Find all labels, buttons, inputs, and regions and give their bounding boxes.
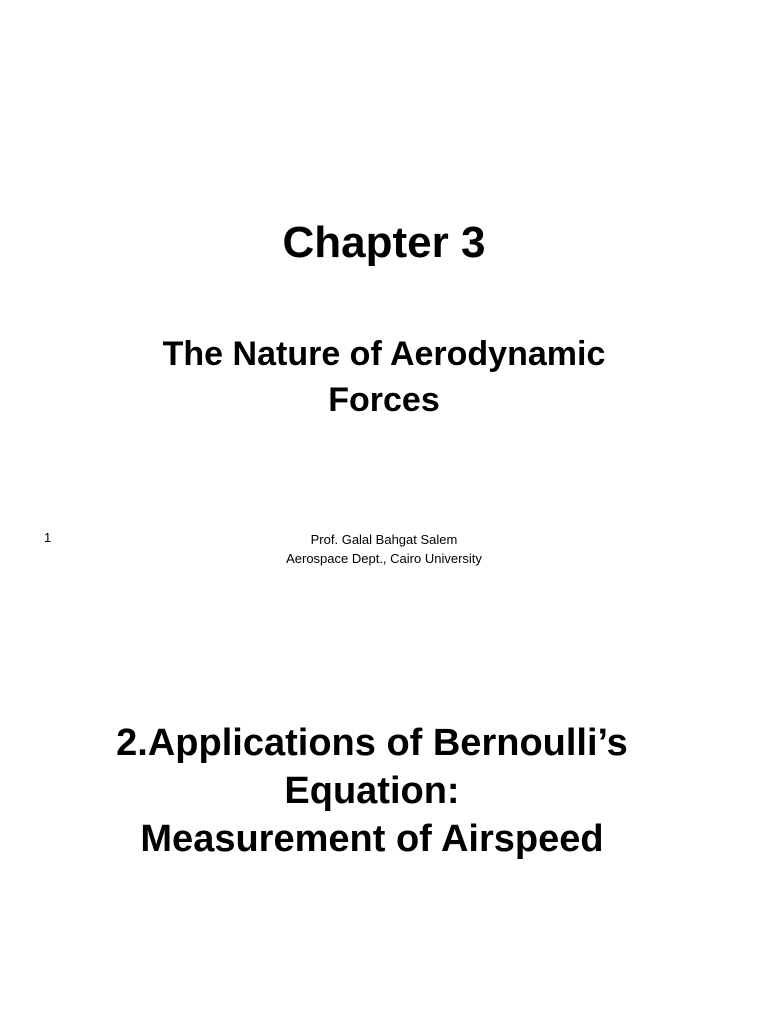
author-block (0, 530, 768, 568)
slide-number: 1 (44, 530, 52, 545)
author-affiliation: Aerospace Dept., Cairo University (286, 551, 482, 566)
section-title-line: Equation: (284, 770, 460, 812)
section-title (0, 719, 744, 863)
chapter-title: Chapter 3 (282, 218, 486, 267)
subtitle-line: The Nature of Aerodynamic (162, 335, 606, 373)
section-title-line: Measurement of Airspeed (140, 818, 604, 860)
slide-2 (0, 640, 768, 1024)
chapter-subtitle (0, 331, 768, 423)
subtitle-line: Forces (328, 381, 440, 419)
section-title-line: 2.Applications of Bernoulli’s (116, 722, 628, 764)
author-name: Prof. Galal Bahgat Salem (310, 532, 458, 547)
